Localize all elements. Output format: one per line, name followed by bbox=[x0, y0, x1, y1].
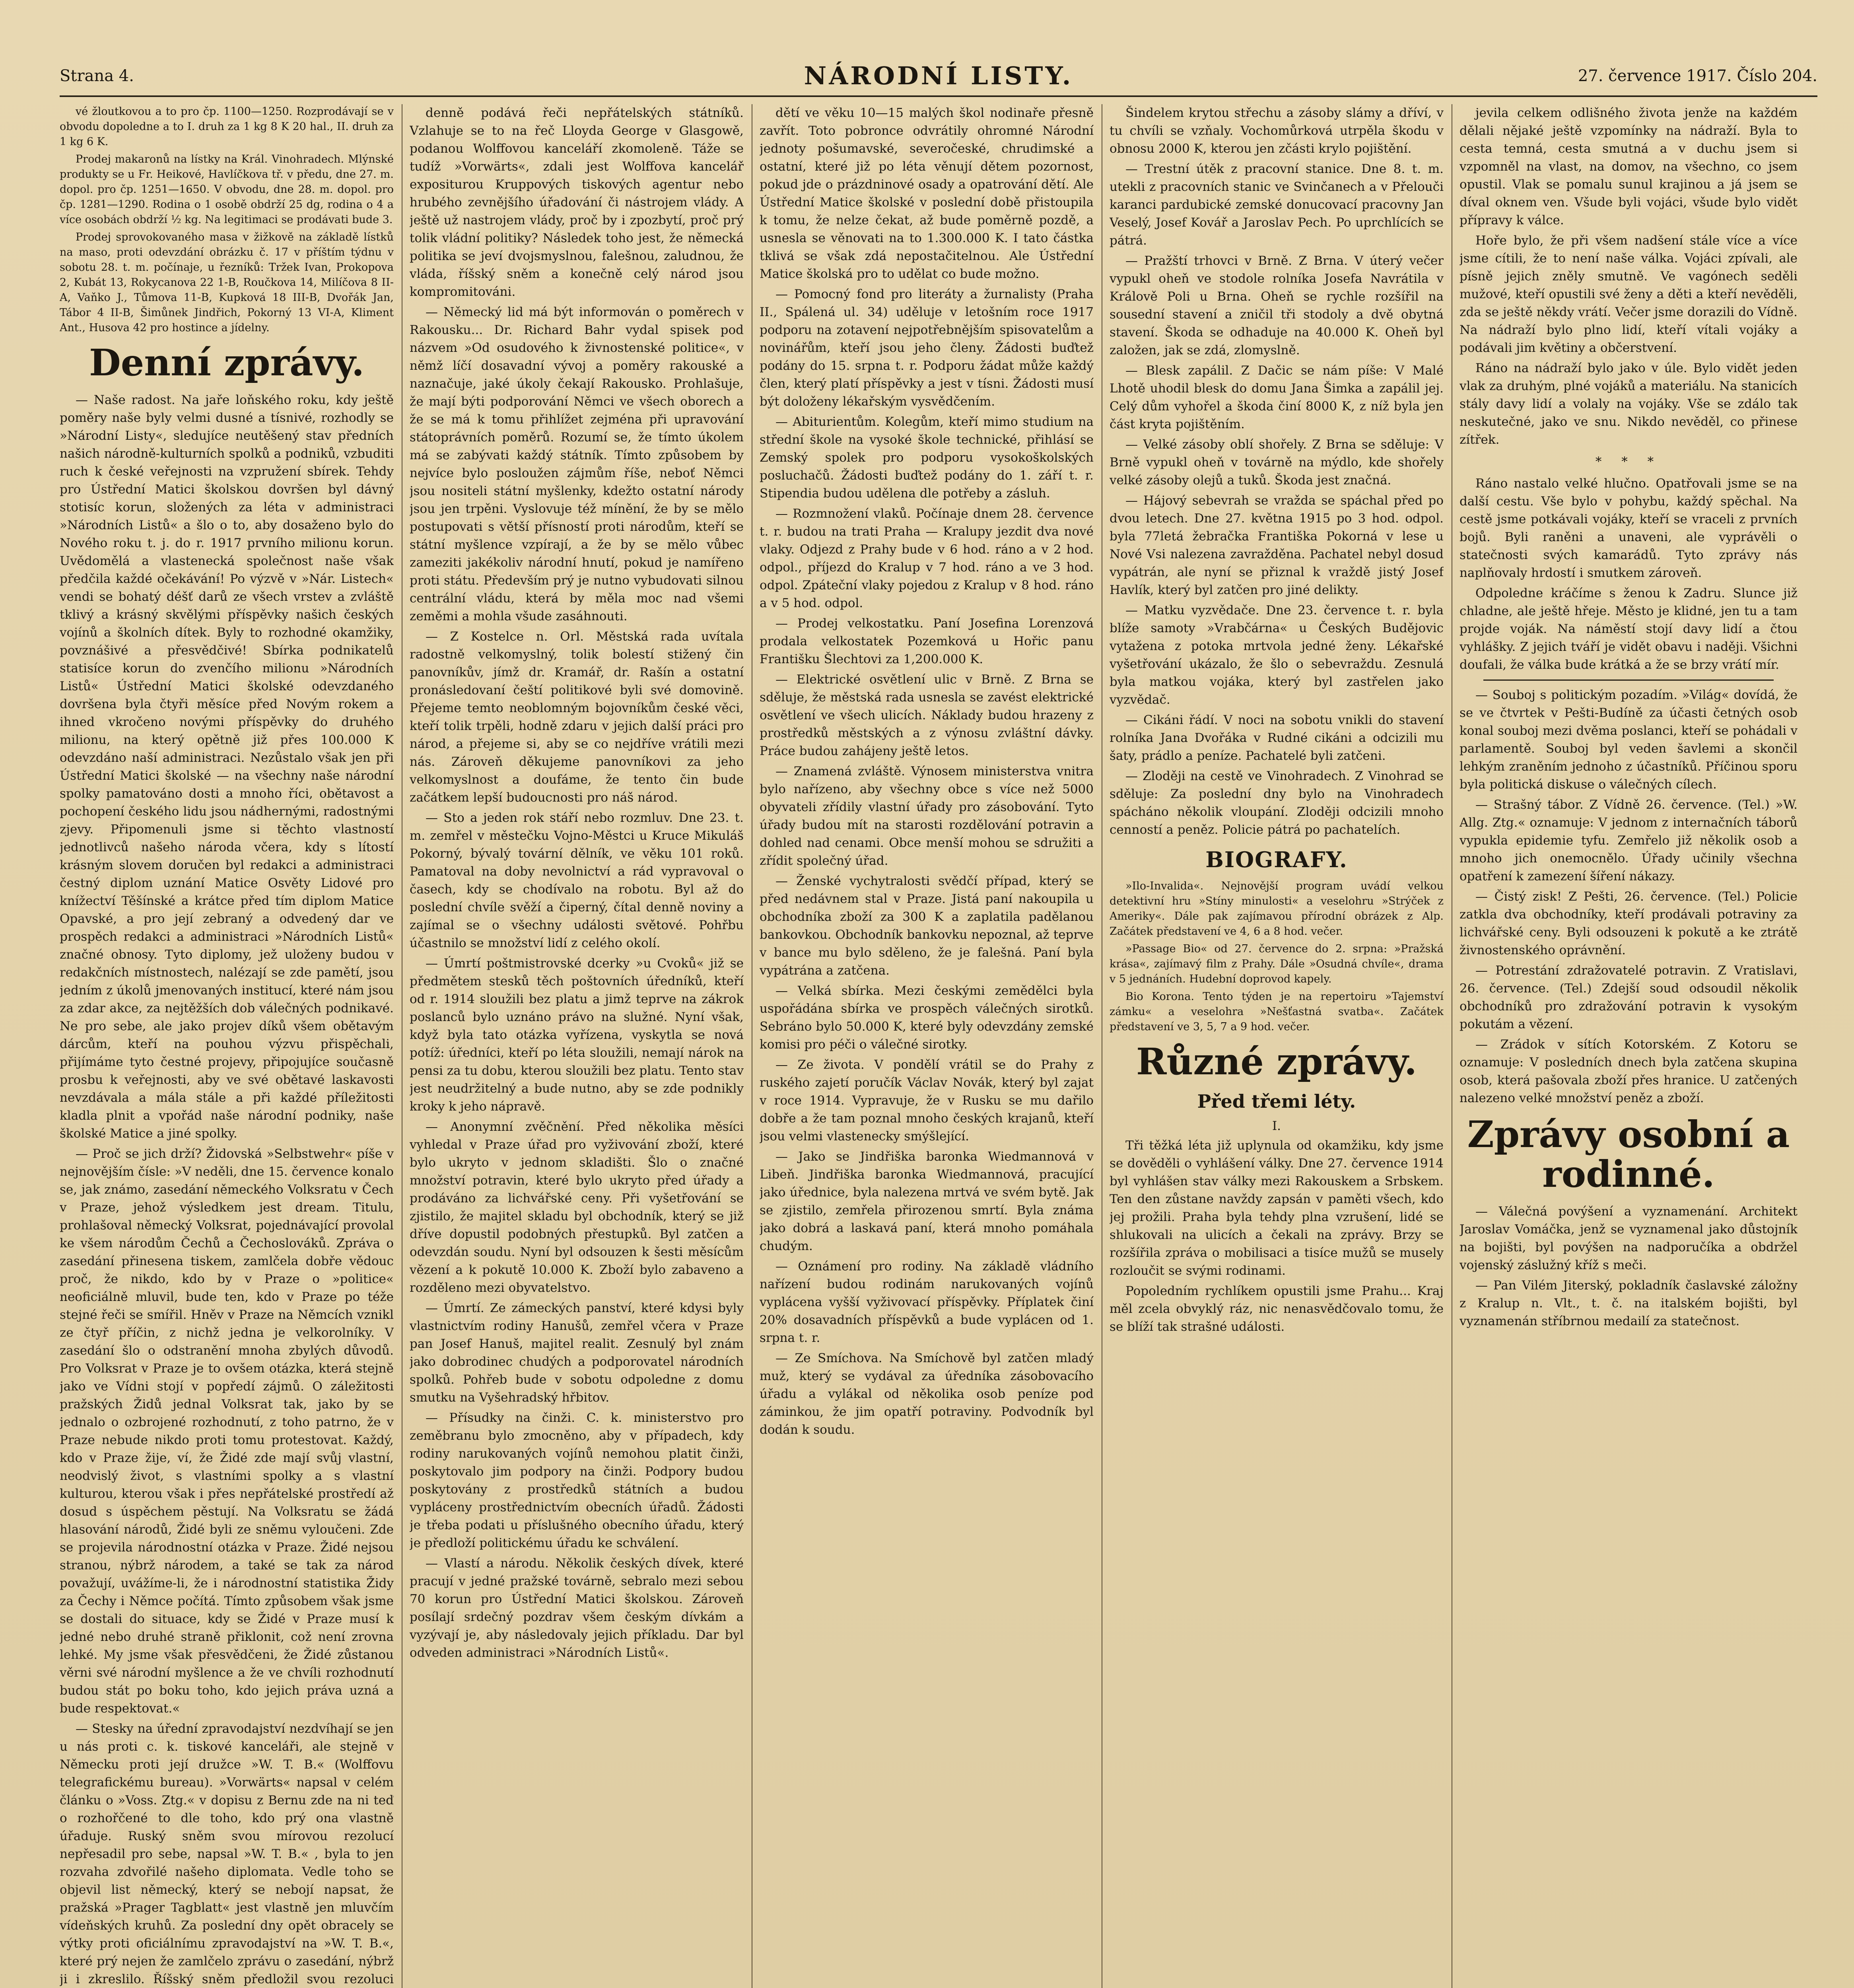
notice-paragraph: »Passage Bio« od 27. července do 2. srpna: »Pražská krása«, zajímavý film z Prahy. Dále »Osudná chvíle«, drama v 5 jednáních. Hudební doprovod kapely. bbox=[1110, 943, 1444, 985]
section-heading: Denní zprávy. bbox=[89, 341, 365, 384]
article-paragraph: — Znamená zvláště. Výnosem ministerstva vnitra bylo nařízeno, aby všechny obce s více než 5000 obyvateli zřídily vlastní úřady pro zásobování. Tyto úřady budou mít na starosti rozdělování potravin a dohled nad cenami. Obce menší mohou se sdružiti a zřídit společný úřad. bbox=[760, 764, 1094, 868]
article-paragraph: — Úmrtí. Ze zámeckých panství, které kdysi byly vlastnictvím rodiny Hanušů, zemřel včera v Praze pan Josef Hanuš, majitel realit. Zesnulý byl znám jako dobrodinec chudých a podporovatel národních spolků. Pohřeb bude v sobotu odpoledne z domu smutku na Vyšehradský hřbitov. bbox=[410, 1301, 744, 1405]
section-heading: BIOGRAFY. bbox=[1205, 847, 1348, 872]
article-paragraph: — Jako se Jindřiška baronka Wiedmannová v Libeň. Jindřiška baronka Wiedmannová, pracující jako úřednice, byla nalezena mrtvá ve svém bytě. Jak se zjistilo, zemřela přirozenou smrtí. Byla známa jako dobrá a laskavá paní, která mnoho pomáhala chudým. bbox=[760, 1149, 1094, 1253]
article-paragraph: — Cikáni řádí. V noci na sobotu vnikli do stavení rolníka Jana Dvořáka v Rudné cikáni a odcizili mu šaty, prádlo a peníze. Pachatelé byli zatčeni. bbox=[1110, 713, 1444, 763]
notice-paragraph: vé žloutkovou a to pro čp. 1100—1250. Rozprodávají se v obvodu dopoledne a to I. druh za 1 kg 8 K 20 hal., II. druh za 1 kg 6 K. bbox=[60, 105, 394, 148]
article-paragraph: — Blesk zapálil. Z Dačic se nám píše: V Malé Lhotě uhodil blesk do domu Jana Šimka a zapálil jej. Celý dům vyhořel a škoda činí 8000 K, z níž byla jen část kryta pojištěním. bbox=[1110, 363, 1444, 431]
article-paragraph: — Ze Smíchova. Na Smíchově byl zatčen mladý muž, který se vydával za úředníka zásobovacího úřadu a vylákal od několika osob peníze pod záminkou, že jim opatří potraviny. Podvodník byl dodán k soudu. bbox=[760, 1351, 1094, 1437]
article-paragraph: — Trestní útěk z pracovní stanice. Dne 8. t. m. utekli z pracovních stanic ve Svinčanech a v Přelouči karanci pardubické zemské donucovací pracovny Jan Veselý, Josef Kovář a Jaroslav Pech. Po uprchlících se pátrá. bbox=[1110, 162, 1444, 248]
article-paragraph: — Abiturientům. Kolegům, kteří mimo studium na střední škole na vysoké škole technické, přihlásí se Zemský spolek pro podporu vysokoškolských posluchačů. Žádosti buďtež podány do 1. září t. r. Stipendia budou udělena dle potřeby a zásluh. bbox=[760, 415, 1094, 501]
article-paragraph: — Matku vyzvědače. Dne 23. července t. r. byla blíže samoty »Vrabčárna« u Českých Budějovic vytažena z potoka mrtvola jedné ženy. Lékařské vyšetřování ukázalo, že šlo o sebevraždu. Zesnulá byla matkou vojáka, který byl zastřelen jako vyzvědač. bbox=[1110, 603, 1444, 707]
page-number: Strana 4. bbox=[60, 67, 134, 85]
notice-paragraph: Prodej sprovokovaného masa v žižkově na základě lístků na maso, proti odevzdání obrázku č. 17 v příštím týdnu v sobotu 28. t. m. počínaje, u řezníků: Tržek Ivan, Prokopova 2, Kubát 13, Rokycanova 22 1-B, Roučkova 14, Milíčova 8 II-A, Vaňko J., Tůmova 11-B, Kupková 18 III-B, Dvořák Jan, Tábor 4 II-B, Šimůnek Jindřich, Pokorný 13 VI-A, Kliment Ant., Husova 42 pro hostince a jídelny. bbox=[60, 231, 394, 334]
masthead bbox=[60, 60, 1817, 97]
article-paragraph: — Hájový sebevrah se vražda se spáchal před po dvou letech. Dne 27. května 1915 po 3 hod. odpol. byla 77letá žebračka Františka Pokorná v lese u Nové Vsi nalezena zavražděna. Pachatel nebyl dosud vypátrán, ale nyní se přiznal k vraždě jistý Josef Havlík, který byl zatčen pro jiné delikty. bbox=[1110, 493, 1444, 597]
article-paragraph: — Z Kostelce n. Orl. Městská rada uvítala radostně velkomyslný, tolik bolestí stižený čin panovníkův, jímž dr. Kramář, dr. Rašín a ostatní pronásledovaní čeští politikové byli své domovině. Přejeme temto neoblomným bojovníkům české věci, kteří tolik trpěli, hodně zdaru v jejich další práci pro národ, a přejeme si, aby se co nejdříve vrátili mezi nás. Zároveň děkujeme panovníkovi za jeho velkomyslnost a doufáme, že tento čin bude začátkem lepší budoucnosti pro náš národ. bbox=[410, 629, 744, 805]
article-paragraph: — Vlastí a národu. Několik českých dívek, které pracují v jedné pražské továrně, sebralo mezi sebou 70 korun pro Ústřední Matici školskou. Zároveň posílají srdečný pozdrav všem českým dívkám a vyzývají je, aby následovaly jejich příkladu. Dar byl odveden administraci »Národních Listů«. bbox=[410, 1556, 744, 1660]
article-paragraph: — Ze života. V pondělí vrátil se do Prahy z ruského zajetí poručík Václav Novák, který byl zajat v roce 1914. Vypravuje, že v Rusku se mu dařilo dobře a že tam poznal mnoho českých krajanů, kteří jsou velmi vlastenecky smýšlející. bbox=[760, 1058, 1094, 1143]
section-heading: Různé zprávy. bbox=[1136, 1040, 1417, 1083]
article-paragraph: — Zloději na cestě ve Vinohradech. Z Vinohrad se sděluje: Za poslední dny bylo na Vinohradech spácháno několik vloupání. Zloději odcizili mnoho cenností a peněz. Policie pátrá po pachatelích. bbox=[1110, 769, 1444, 837]
issue-date: 27. července 1917. Číslo 204. bbox=[1578, 67, 1817, 85]
article-paragraph: — Úmrtí poštmistrovské dcerky »u Cvoků« již se předmětem stesků těch poštovních úředníků, kteří od r. 1914 sloužili bez platu a jimž teprve na zákrok poslanců bylo uznáno právo na služné. Nyní však, když byla tato otázka vyřízena, vyskytla se nová potíž: úředníci, kteří po léta sloužili, nemají nárok na pensi za tu dobu, kterou sloužili bez platu. Tento stav jest neudržitelný a bude nutno, aby se zde podnikly kroky k jeho nápravě. bbox=[410, 956, 744, 1114]
article-paragraph: denně podává řeči nepřátelských státníků. Vzlahuje se to na řeč Lloyda George v Glasgowě, podanou Wolffovou kanceláří zkomoleně. Táže se tudíž »Vorwärts«, zdali jest Wolffova kancelář expositurou Kruppových tiskových agentur nebo hrubého zevnějšího úřadování či nástrojem vlády. A ještě už nastrojem vlády, proč by i zpozbytí, proč prý tolik vládní politiky? Následek toho jest, že německá politika se jeví dvojsmyslnou, falešnou, zaludnou, že vláda, říšský sněm a konečně celý národ jsou kompromitováni. bbox=[410, 106, 744, 299]
article-heading: Před třemi léty. bbox=[1197, 1091, 1356, 1112]
column-3 bbox=[760, 104, 1094, 1988]
article-paragraph: — Čistý zisk! Z Pešti, 26. července. (Tel.) Policie zatkla dva obchodníky, kteří prodávali potraviny za lichvářské ceny. Byli odsouzeni k pokutě a ke ztrátě živnostenského oprávnění. bbox=[1459, 889, 1798, 957]
article-paragraph: — Zrádok v sítích Kotorském. Z Kotoru se oznamuje: V posledních dnech byla zatčena skupina osob, která pašovala zboží přes hranice. U zatčených nalezeno velké množství peněz a zboží. bbox=[1459, 1037, 1798, 1105]
notice-paragraph: Prodej makaronů na lístky na Král. Vinohradech. Mlýnské produkty se u Fr. Heikové, Havlíčkova tř. v předu, dne 27. m. dopol. pro čp. 1251—1650. V obvodu, dne 28. m. dopol. pro čp. 1281—1290. Rodina o 1 osobě obdrží 25 dg, rodina o 4 a více osobách obdrží ½ kg. Na legitimaci se prodávati bude 3. bbox=[60, 153, 394, 226]
column-5 bbox=[1459, 104, 1798, 1988]
article-paragraph: Ráno na nádraží bylo jako v úle. Bylo vidět jeden vlak za druhým, plné vojáků a materiálu. Na stanicích stály davy lidí a volaly na vojáky. Vše se zdálo tak neskutečné, jako ve snu. Nikdo nevěděl, co přinese zítřek. bbox=[1459, 361, 1798, 447]
column-1 bbox=[60, 104, 394, 1988]
article-paragraph: — Naše radost. Na jaře loňského roku, kdy ještě poměry naše byly velmi dusné a tísnivé, rozhodly se »Národní Listy«, sledujíce neutěšený stav předních našich národně-kulturních spolků a podniků, vzbuditi ruch k české veřejnosti na vzpružení sbírek. Tehdy pro Ústřední Matici školskou dovršen byl dávný stotisíc korun, složených za léta v administraci »Národních Listů« a šlo o to, aby dosaženo bylo do Nového roku t. j. do r. 1917 prvního milionu korun. Uvědomělá a vlastenecká společnost naše však předčila každé očekávání! Po výzvě v »Nár. Listech« vendi se bohatý déšť darů ze všech vrstev a zvláště tklivý a krásný skvělými příspěvky našich českých vojínů a školních dítek. Byly to rozhodné okamžiky, povznášivé a přesvědčivé! Sbírka podnikatelů statisíce korun do zvenčího milionu »Národních Listů« Ústřední Matici školské odevzdaného dovršena byla čtyři měsíce před Novým rokem a ihned vkročeno novými příspěvky do druhého milionu, na který opětně již přes 100.000 K odevzdáno naší administraci. Nezůstalo však jen při Ústřední Matici školské — na všechny naše národní spolky pamatováno dosti a mnoho říci, obětavost a pochopení českého lidu jsou nádhernými, radostnými zjevy. Připomenuli jsme si těchto vlastností jednotlivců našeho národa včera, kdy s lítostí krásným slovem doručen byl redakci a administraci čestný diplom uznání Matice Osvěty Lidové pro knížectví Těšínské a krátce před tím diplom Matice Opavské, a pro její zebraný a odvedený dar ve prospěch redakci a administraci »Národních Listů« značné obnosy. Tyto diplomy, jež uloženy budou v redakčních místnostech, nalézají se zde pamětí, jsou jedním z úkolů jmenovaných institucí, které nám jsou za zdar akce, za nejtěžších dob válečných podnikavé. Ne pro sebe, ale jako projev díků všem obětavým dárcům, kteří na pouhou výzvu přispěchali, přijímáme tyto čestné projevy, připojujíce současně prosbu k veřejnosti, aby ve své obětavé laskavosti nevzdávala a mála stále a při každé příležitosti kladla plnit a vpořád naše národní podniky, naše školské Matice a jiné spolky. bbox=[60, 393, 394, 1141]
article-paragraph: Popoledním rychlíkem opustili jsme Prahu... Kraj měl zcela obvyklý ráz, nic nenasvědčovalo tomu, že se blíží tak strašné události. bbox=[1110, 1284, 1444, 1334]
newspaper-title: NÁRODNÍ LISTY. bbox=[804, 61, 1073, 90]
article-paragraph: — Strašný tábor. Z Vídně 26. července. (Tel.) »W. Allg. Ztg.« oznamuje: V jednom z internačních táborů vypukla epidemie tyfu. Zemřelo již několik osob a mnoho jich onemocnělo. Úřady učinily všechna opatření k zamezení šíření nákazy. bbox=[1459, 798, 1798, 883]
article-paragraph: — Stesky na úřední zpravodajství nezdvíhají se jen u nás proti c. k. tiskové kanceláři, ale stejně v Německu proti její družce »W. T. B.« (Wolffovu telegrafickému bureau). »Vorwärts« napsal v celém článku o »Voss. Ztg.« v dopisu z Bernu zde na ni teď o rozhořčené to dle toho, kdo prý ona vlastně úřaduje. Ruský sněm svou mírovou rezolucí nepřesadil pro sebe, napsal »W. T. B.« , byla to jen rozvaha zdvořilé našeho diplomata. Vedle toho se objevil list německý, který se nebojí napsat, že pražská »Prager Tagblatt« jest vlastně jen mluvčím vídeňských kruhů. Za poslední dny opět obracely se výtky proti oficiálnímu zpravodajství na »W. T. B.«, které prý nejen že zamlčelo zprávu o zasedání, nýbrž ji i zkreslilo. Říšský sněm předložil svou rezoluci bbox=[60, 1722, 394, 1986]
article-paragraph: — Pan Vilém Jiterský, pokladník časlavské záložny z Kralup n. Vlt., t. č. na italském bojišti, byl vyznamenán stříbrnou medailí za statečnost. bbox=[1459, 1278, 1798, 1328]
article-paragraph: — Anonymní zvěčnění. Před několika měsíci vyhledal v Praze úřad pro vyživování zboží, které bylo ukryto v jednom skladišti. Šlo o značné množství potravin, které bylo ukryto před úřady a prodáváno za lichvářské ceny. Při vyšetřování se zjistilo, že majitel skladu byl obchodník, který se již dříve dopustil podobných přestupků. Byl zatčen a odevzdán soudu. Nyní byl odsouzen k šesti měsícům vězení a k pokutě 10.000 K. Zboží bylo zabaveno a rozděleno mezi obyvatelstvo. bbox=[410, 1120, 744, 1295]
article-paragraph: — Velké zásoby oblí shořely. Z Brna se sděluje: V Brně vypukl oheň v továrně na mýdlo, kde shořely velké zásoby olejů a tuků. Škoda jest značná. bbox=[1110, 437, 1444, 487]
article-paragraph: jevila celkem odlišného života jenže na každém dělali nějaké ještě vzpomínky na nádraží. Byla to cesta temná, cesta smutná a v duchu jsem si vzpomněl na vlast, na domov, na všechno, co jsem opustil. Vlak se pomalu sunul krajinou a já jsem se díval oknem ven. Všude byli vojáci, všude bylo vidět přípravy k válce. bbox=[1459, 106, 1798, 227]
article-paragraph: — Pražští trhovci v Brně. Z Brna. V úterý večer vypukl oheň ve stodole rolníka Josefa Navrátila v Králově Poli u Brna. Oheň se rychle rozšířil na sousední stavení a zničil tři stodoly a dvě obytná stavení. Škoda se odhaduje na 40.000 K. Oheň byl založen, jak se zdá, zlomyslně. bbox=[1110, 254, 1444, 357]
article-paragraph: — Potrestání zdražovatelé potravin. Z Vratislavi, 26. července. (Tel.) Zdejší soud odsoudil několik obchodníků pro zdražování potravin k vysokým pokutám a vězení. bbox=[1459, 963, 1798, 1031]
article-paragraph: dětí ve věku 10—15 malých škol nodinaře přesně zavřít. Toto pobronce odvrátily ohromné Národní jednoty pošumavské, severočeské, chrudimské a ostatní, které již po léta věnují dětem pozornost, pokud jde o prázdninové osady a opatrování dětí. Ale Ústřední Matice školské v poslední době přistoupila k tomu, že nelze čekat, až bude poměrně pozdě, a usnesla se věnovati na to 1.300.000 K. I tato částka tklivá se však zdá nepostačitelnou. Ale Ústřední Matice školská pro to udělat co bude možno. bbox=[760, 106, 1094, 281]
article-paragraph: — Elektrické osvětlení ulic v Brně. Z Brna se sděluje, že městská rada usnesla se zavést elektrické osvětlení ve všech ulicích. Náklady budou hrazeny z prostředků městských a z výnosu zvláštní dávky. Práce budou zahájeny ještě letos. bbox=[760, 672, 1094, 758]
part-number: I. bbox=[1272, 1119, 1281, 1133]
article-paragraph: Hoře bylo, že při všem nadšení stále více a více jsme cítili, že to není naše válka. Vojáci zpívali, ale písně jejich zněly smutně. Ve vagónech seděli mužové, kteří opustili své ženy a děti a kteří nevěděli, zda se ještě někdy vrátí. Večer jsme dorazili do Vídně. Na nádraží bylo plno lidí, kteří vítali vojáky a podávali jim květiny a občerstvení. bbox=[1459, 233, 1798, 355]
article-paragraph: — Velká sbírka. Mezi českými zemědělci byla uspořádána sbírka ve prospěch válečných sirotků. Sebráno bylo 50.000 K, které byly odevzdány zemské komisi pro péči o válečné sirotky. bbox=[760, 984, 1094, 1052]
column-2 bbox=[410, 104, 744, 1988]
section-rule bbox=[1483, 679, 1774, 681]
article-paragraph: — Oznámení pro rodiny. Na základě vládního nařízení budou rodinám narukovaných vojínů vyplácena vyšší vyživovací příspěvky. Příplatek činí 20% dosavadních příspěvků a bude vyplácen od 1. srpna t. r. bbox=[760, 1259, 1094, 1345]
article-paragraph: — Německý lid má být informován o poměrech v Rakousku... Dr. Richard Bahr vydal spisek pod názvem »Od osudového k živnostenské politice«, v němž líčí dosavadní vývoj a poměry rakouské a naznačuje, jaké úkoly čekají Rakousko. Prohlašuje, že mají býti podporování Němci ve všech oborech a že se má k tomu přihlížet zejména při upravování státoprávních poměrů. Rozumí se, že tímto úkolem má se zabývati každý státník. Tímto způsobem by nejvíce bylo posloužen zájmům říše, neboť Němci jsou nositeli státní myšlenky, kdežto ostatní národy jsou jen trpěni. Vyslovuje též mínění, že by se mělo postupovati s větší přísností proti národům, kteří se státní myšlence vzpírají, a že by se mělo vůbec zameziti jakékoliv národní hnutí, pokud je namířeno proti státu. Především prý je nutno vybudovati silnou centrální vládu, která by měla moc nad všemi zeměmi a mohla všude zasáhnouti. bbox=[410, 305, 744, 623]
article-paragraph: Tři těžká léta již uplynula od okamžiku, kdy jsme se dověděli o vyhlášení války. Dne 27. července 1914 byl vyhlášen stav války mezi Rakouskem a Srbskem. Ten den zůstane navždy zapsán v paměti všech, kdo jej prožili. Praha byla tehdy plna vzrušení, lidé se shlukovali na ulicích a čekali na zprávy. Brzy se rozšířila zpráva o mobilisaci a tisíce mužů se musely rozloučit se svými rodinami. bbox=[1110, 1138, 1444, 1278]
column-4 bbox=[1110, 104, 1444, 1988]
article-paragraph: Šindelem krytou střechu a zásoby slámy a dříví, v tu chvíli se vzňaly. Vochomůrková utrpěla škodu v obnosu 2000 K, kterou jen zčásti krylo pojištění. bbox=[1110, 106, 1444, 156]
article-paragraph: Odpoledne kráčíme s ženou k Zadru. Slunce již chladne, ale ještě hřeje. Město je klidné, jen tu a tam projde voják. Na náměstí stojí davy lidí a čtou vyhlášky. Z jejich tváří je vidět obavu i naději. Všichni doufali, že válka bude krátká a že se brzy vrátí mír. bbox=[1459, 586, 1798, 672]
article-paragraph: — Sto a jeden rok stáří nebo rozmluv. Dne 23. t. m. zemřel v městečku Vojno-Městci u Kruce Mikuláš Pokorný, bývalý tovární dělník, ve věku 101 roků. Pamatoval na doby nevolnictví a rád vypravoval o časech, kdy se chodívalo na robotu. Byl až do poslední chvíle svěží a čiperný, čítal denně noviny a zajímal se o všechny události světové. Pohřbu účastnilo se množství lidí z celého okolí. bbox=[410, 811, 744, 950]
article-paragraph: — Proč se jich drží? Židovská »Selbstwehr« píše v nejnovějším čísle: »V neděli, dne 15. července konalo se, jak známo, zasedání německého Volksratu v Čech v Praze, jehož výsledkem jest dream. Titulu, prohlašoval německý Volksrat, pojednávající provolal ke všem národům Čechů a Čechoslováků. Zpráva o zasedání přinesena tiskem, zamlčela dobře vědouc proč, že nikdo, kdo by v Praze o »politice« neoficiálně mluvil, bude ten, kdo v Praze po téže stejné řeči se smířil. Hněv v Praze na Němcích vznikl ze čtyř příčin, z nichž jedna je velkorolníky. V zasedání šlo o odstranění mnoha zbylých důvodů. Pro Volksrat v Praze je to ovšem otázka, která stejně jako ve Vídni stojí v popředí zájmů. O záležitosti pražských Židů jednal Volksrat tak, jako by se jednalo o ozbrojené rozhodnutí, z toho patrno, že v Praze nebude nikdo proti tomu protestovat. Každý, kdo v Praze žije, ví, že Židé zde mají svůj vlastní, neodvislý život, s vlastními spolky a s vlastní kulturou, kterou však i přes nepřátelské prostředí až dosud s úspěchem pěstují. Na Volksratu se žádá hlasování národů, Židé byli ze sněmu vyloučeni. Zde se projevila národnostní otázka v Praze. Židé nejsou stranou, nýbrž národem, a také se tak za národ považují, uvážíme-li, že i národnostní statistika Židy za Čechy i Němce počítá. Tímto způsobem však jsme se dostali do situace, kdy se Židé v Praze musí k jedné nebo druhé straně přiklonit, což není zrovna lehké. My jsme však přesvědčeni, že Židé zůstanou věrni své národní myšlence a že ve chvíli rozhodnutí budou stát po boku toho, kdo jejich práva uzná a bude respektovat.« bbox=[60, 1147, 394, 1716]
article-paragraph: — Přísudky na činži. C. k. ministerstvo pro zeměbranu bylo zmocněno, aby v případech, kdy rodiny narukovaných vojínů nemohou platit činži, poskytovalo jim podpory na činži. Podpory budou poskytovány z prostředků státních a budou vypláceny prostřednictvím obecních úřadů. Žádosti je třeba podati u příslušného obecního úřadu, který je předloží politickému úřadu ke schválení. bbox=[410, 1411, 744, 1550]
article-paragraph: — Válečná povýšení a vyznamenání. Architekt Jaroslav Vomáčka, jenž se vyznamenal jako důstojník na bojišti, byl povýšen na nadporučíka a obdržel vojenský záslužný kříž s meči. bbox=[1459, 1204, 1798, 1272]
article-paragraph: — Prodej velkostatku. Paní Josefina Lorenzová prodala velkostatek Pozemková u Hořic panu Františku Šlechtovi za 1,200.000 K. bbox=[760, 616, 1094, 666]
section-heading: Zprávy osobní a rodinné. bbox=[1467, 1113, 1790, 1196]
article-paragraph: Ráno nastalo velké hlučno. Opatřovali jsme se na další cestu. Vše bylo v pohybu, každý spěchal. Na cestě jsme potkávali vojáky, kteří se vraceli z prvních bojů. Byli raněni a unaveni, ale vyprávěli o statečnosti svých kamarádů. Tyto zprávy nás naplňovaly hrdostí i smutkem zároveň. bbox=[1459, 476, 1798, 580]
notice-paragraph: Bio Korona. Tento týden je na repertoiru »Tajemství zámku« a veselohra »Nešťastná svatba«. Začátek představení ve 3, 5, 7 a 9 hod. večer. bbox=[1110, 990, 1444, 1033]
article-paragraph: — Pomocný fond pro literáty a žurnalisty (Praha II., Spálená ul. 34) uděluje v letošním roce 1917 podporu na zotavení nejpotřebnějším spisovatelům a novinářům, kteří jsou jeho členy. Žádosti buďtež podány do 15. srpna t. r. Podporu žádat může každý člen, který platí příspěvky a jest v tísni. Žádosti musí být doloženy lékařským vysvědčením. bbox=[760, 287, 1094, 409]
notice-paragraph: »Ilo-Invalida«. Nejnovější program uvádí velkou detektivní hru »Stíny minulosti« a veselohru »Strýček z Ameriky«. Dále pak zajímavou přírodní obrázek z Alp. Začátek představení ve 4, 6 a 8 hod. večer. bbox=[1110, 880, 1444, 938]
article-paragraph: — Ženské vychytralosti svědčí případ, který se před nedávnem stal v Praze. Jistá paní nakoupila u obchodníka zboží za 300 K a zaplatila padělanou bankovkou. Obchodník bankovku nepoznal, až teprve v bance mu bylo sděleno, že je falešná. Paní byla vypátrána a zatčena. bbox=[760, 874, 1094, 978]
article-paragraph: — Rozmnožení vlaků. Počínaje dnem 28. července t. r. budou na trati Praha — Kralupy jezdit dva nové vlaky. Odjezd z Prahy bude v 6 hod. ráno a v 2 hod. odpol., příjezd do Kralup v 7 hod. ráno a ve 3 hod. odpol. Zpáteční vlaky pojedou z Kralup v 8 hod. ráno a v 5 hod. odpol. bbox=[760, 507, 1094, 610]
article-paragraph: — Souboj s politickým pozadím. »Világ« dovídá, že se ve čtvrtek v Pešti-Budíně za účasti četných osob konal souboj mezi dvěma poslanci, kteří se pohádali v parlamentě. Souboj byl veden šavlemi a skončil lehkým zraněním jednoho z účastníků. Příčinou sporu byla politická diskuse o válečných cílech. bbox=[1459, 688, 1798, 792]
section-separator: * * * bbox=[1595, 454, 1662, 469]
